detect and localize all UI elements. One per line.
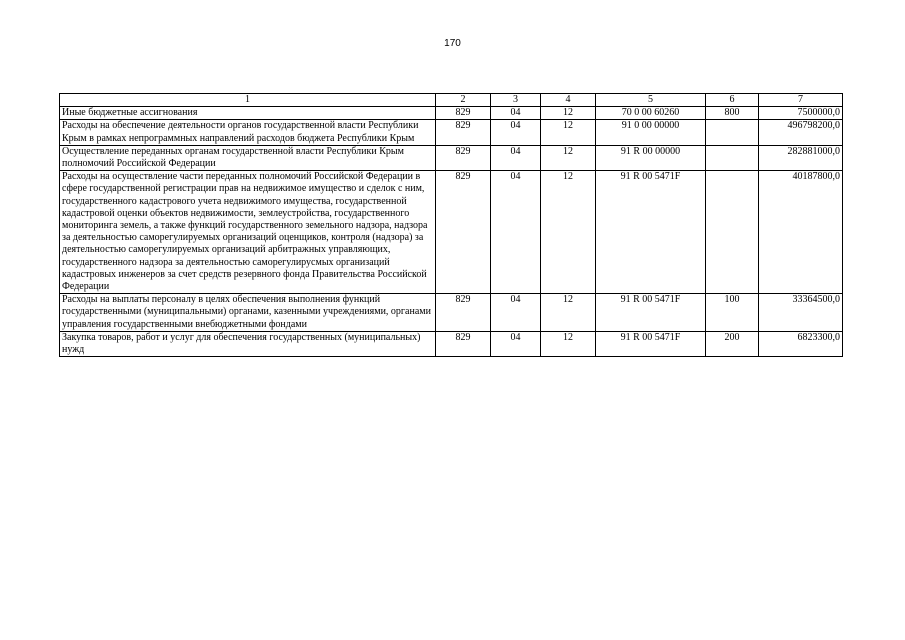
table-row [60, 331, 843, 356]
expense-type-code [706, 171, 759, 294]
target-article-code: 91 R 00 5471F [596, 294, 706, 332]
ministry-code: 829 [436, 107, 491, 120]
header-cell: 2 [436, 94, 491, 107]
amount: 40187800,0 [759, 171, 843, 294]
table-row [60, 294, 843, 332]
expense-name: Расходы на выплаты персоналу в целях обеспечения выполнения функций государственными (муниципальными) органами, казенными учреждениями, органами управления государственными внебюджетными фондами [60, 294, 436, 332]
section-code: 04 [491, 107, 541, 120]
expense-name: Иные бюджетные ассигнования [60, 107, 436, 120]
subsection-code: 12 [541, 294, 596, 332]
subsection-code: 12 [541, 145, 596, 170]
ministry-code: 829 [436, 294, 491, 332]
header-cell: 3 [491, 94, 541, 107]
subsection-code: 12 [541, 331, 596, 356]
expense-name: Закупка товаров, работ и услуг для обеспечения государственных (муниципальных) нужд [60, 331, 436, 356]
section-code: 04 [491, 171, 541, 294]
section-code: 04 [491, 145, 541, 170]
header-cell: 4 [541, 94, 596, 107]
amount: 496798200,0 [759, 120, 843, 145]
ministry-code: 829 [436, 171, 491, 294]
section-code: 04 [491, 294, 541, 332]
expense-name: Осуществление переданных органам государственной власти Республики Крым полномочий Российской Федерации [60, 145, 436, 170]
budget-table [59, 93, 843, 357]
header-cell: 7 [759, 94, 843, 107]
ministry-code: 829 [436, 145, 491, 170]
table-header-row [60, 94, 843, 107]
amount: 282881000,0 [759, 145, 843, 170]
page-number: 170 [444, 38, 461, 49]
ministry-code: 829 [436, 120, 491, 145]
table-row [60, 120, 843, 145]
expense-type-code [706, 120, 759, 145]
subsection-code: 12 [541, 107, 596, 120]
target-article-code: 91 0 00 00000 [596, 120, 706, 145]
header-cell: 6 [706, 94, 759, 107]
amount: 33364500,0 [759, 294, 843, 332]
section-code: 04 [491, 120, 541, 145]
amount: 7500000,0 [759, 107, 843, 120]
expense-name: Расходы на осуществление части переданных полномочий Российской Федерации в сфере государственной регистрации прав на недвижимое имущество и сделок с ним, государственного кадастрового учета недвижимого имущества, государственной кадастровой оценки объектов недвижимости, землеустройства, государственного мониторинга земель, а также функций государственного земельного надзора, надзора за деятельностью саморегулируемых организаций оценщиков, контроля (надзора) за деятельностью саморегулируемых организаций арбитражных управляющих, государственного надзора за деятельностью саморегулирусмых организаций кадастровых инженеров за счет средств резервного фонда Правительства Российской Федерации [60, 171, 436, 294]
table-row [60, 145, 843, 170]
section-code: 04 [491, 331, 541, 356]
subsection-code: 12 [541, 120, 596, 145]
header-cell: 5 [596, 94, 706, 107]
target-article-code: 91 R 00 5471F [596, 171, 706, 294]
table-row [60, 171, 843, 294]
expense-type-code: 200 [706, 331, 759, 356]
expense-type-code [706, 145, 759, 170]
header-cell: 1 [60, 94, 436, 107]
amount: 6823300,0 [759, 331, 843, 356]
ministry-code: 829 [436, 331, 491, 356]
expense-name: Расходы на обеспечение деятельности органов государственной власти Республики Крым в рамках непрограммных направлений расходов бюджета Республики Крым [60, 120, 436, 145]
table-row [60, 107, 843, 120]
expense-type-code: 100 [706, 294, 759, 332]
target-article-code: 91 R 00 5471F [596, 331, 706, 356]
subsection-code: 12 [541, 171, 596, 294]
target-article-code: 70 0 00 60260 [596, 107, 706, 120]
expense-type-code: 800 [706, 107, 759, 120]
target-article-code: 91 R 00 00000 [596, 145, 706, 170]
